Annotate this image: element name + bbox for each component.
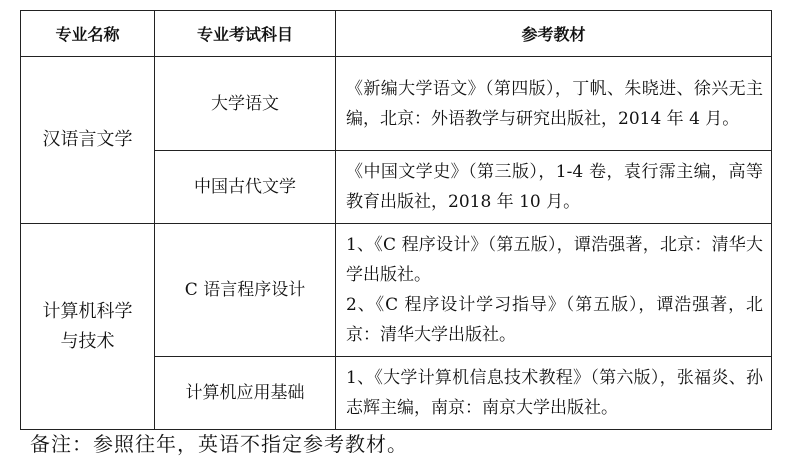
major-name: 计算机科学与技术 bbox=[42, 300, 133, 352]
header-major: 专业名称 bbox=[21, 11, 155, 57]
reference-cell bbox=[336, 151, 772, 224]
header-subject: 专业考试科目 bbox=[155, 11, 336, 57]
subject-cell: 中国古代文学 bbox=[155, 151, 336, 224]
header-reference: 参考教材 bbox=[336, 11, 772, 57]
reference-text: 1、《C 程序设计》（第五版），谭浩强著，北京：清华大学出版社。 bbox=[346, 235, 763, 285]
reference-text: 《中国文学史》（第三版），1-4 卷，袁行霈主编，高等教育出版社，2018 年 10 月。 bbox=[346, 162, 763, 212]
major-cell: 汉语言文学 bbox=[21, 57, 155, 224]
reference-cell bbox=[336, 224, 772, 357]
reference-cell bbox=[336, 57, 772, 151]
reference-text: 《新编大学语文》（第四版），丁帆、朱晓进、徐兴无主编，北京：外语教学与研究出版社，2014 年 4 月。 bbox=[346, 78, 763, 129]
subject-cell: 计算机应用基础 bbox=[155, 357, 336, 430]
table-row bbox=[21, 57, 772, 151]
reference-cell bbox=[336, 357, 772, 430]
table-row bbox=[21, 224, 772, 357]
footnote: 备注：参照往年，英语不指定参考教材。 bbox=[30, 432, 408, 456]
reference-text: 1、《大学计算机信息技术教程》（第六版），张福炎、孙志辉主编，南京：南京大学出版社。 bbox=[346, 368, 763, 418]
subject-cell: C 语言程序设计 bbox=[155, 224, 336, 357]
subject-cell: 大学语文 bbox=[155, 57, 336, 151]
reference-text: 2、《C 程序设计学习指导》（第五版），谭浩强著，北京：清华大学出版社。 bbox=[346, 295, 763, 345]
major-cell bbox=[21, 224, 155, 430]
table-header-row bbox=[21, 11, 772, 57]
reference-table bbox=[20, 10, 772, 430]
document bbox=[20, 10, 771, 430]
